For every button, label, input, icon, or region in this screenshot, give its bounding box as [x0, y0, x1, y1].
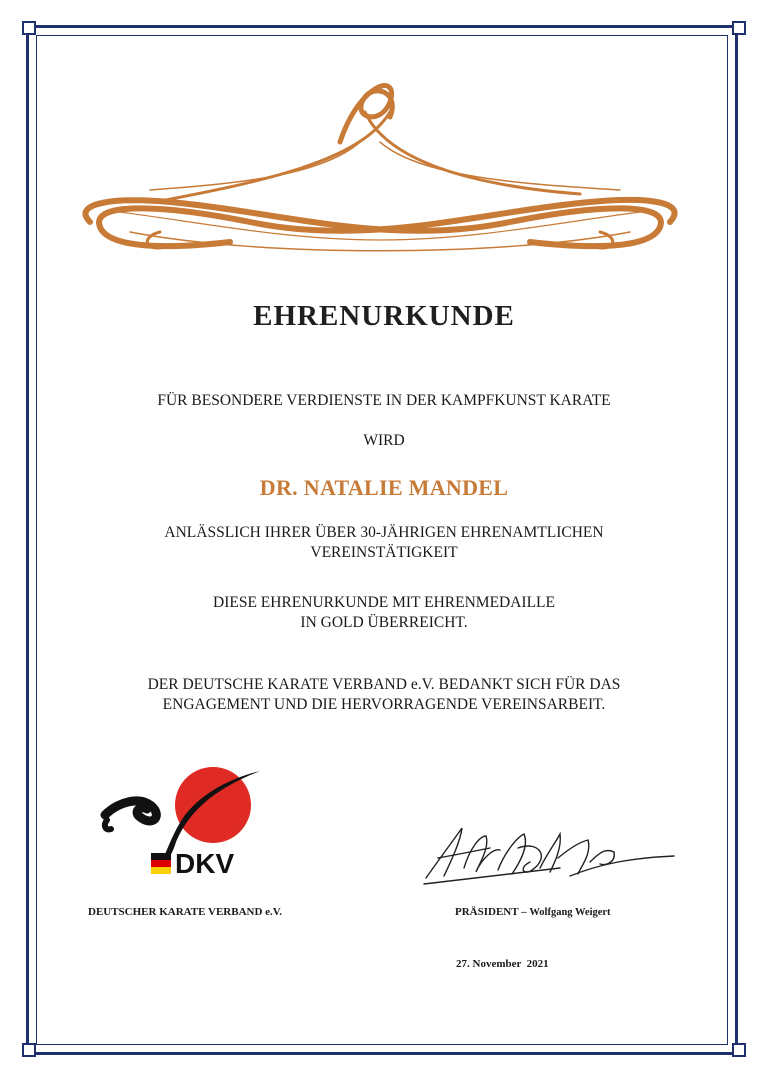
award-line-1: DIESE EHRENURKUNDE MIT EHRENMEDAILLE [213, 594, 555, 611]
certificate-title: EHRENURKUNDE [253, 300, 515, 332]
thanks-line-1: DER DEUTSCHE KARATE VERBAND e.V. BEDANKT SICH FÜR DAS [147, 676, 621, 693]
certificate-date: 27. November 2021 [456, 958, 549, 970]
president-name: Wolfgang Weigert [529, 907, 611, 918]
award-line-2: IN GOLD ÜBERREICHT. [300, 614, 468, 631]
president-signature [420, 818, 680, 888]
president-caption [455, 906, 611, 918]
wird-line: WIRD [363, 432, 405, 449]
merit-line: FÜR BESONDERE VERDIENSTE IN DER KAMPFKUNST KARATE [157, 392, 611, 409]
dkv-logo-text: DKV [175, 848, 235, 879]
dkv-logo [95, 765, 265, 880]
president-separator: – [521, 906, 527, 918]
recipient-name: DR. NATALIE MANDEL [259, 475, 509, 500]
corner-ornament-top-left [22, 21, 36, 35]
dkv-logo-graphic [95, 765, 265, 880]
reason-line-2: VEREINSTÄTIGKEIT [310, 544, 458, 561]
gold-flourish-ornament [60, 72, 700, 272]
corner-ornament-bottom-left [22, 1043, 36, 1057]
thanks-line-2: ENGAGEMENT UND DIE HERVORRAGENDE VEREINSARBEIT. [162, 696, 606, 713]
corner-ornament-top-right [732, 21, 746, 35]
president-role: PRÄSIDENT [455, 906, 519, 918]
reason-line-1: ANLÄSSLICH IHRER ÜBER 30-JÄHRIGEN EHRENAMTLICHEN [164, 524, 604, 541]
corner-ornament-bottom-right [732, 1043, 746, 1057]
organization-name: DEUTSCHER KARATE VERBAND e.V. [88, 906, 283, 918]
